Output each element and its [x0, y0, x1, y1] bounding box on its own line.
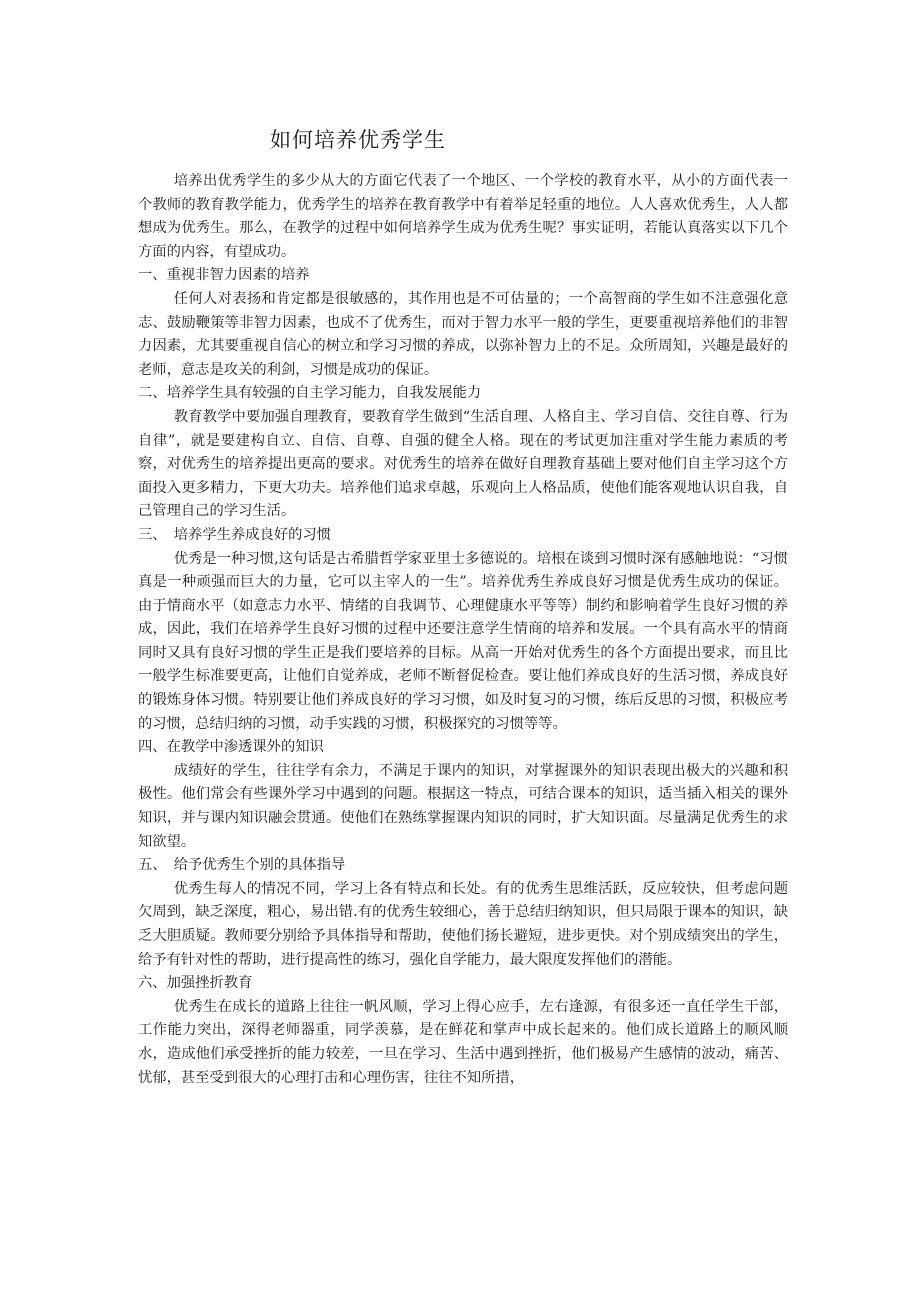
- section-heading-2: 二、培养学生具有较强的自主学习能力，自我发展能力: [138, 385, 482, 402]
- section-body-3: 优秀是一种习惯,这句话是古希腊哲学家亚里士多德说的。培根在谈到习惯时深有感触地说：“习惯真是一种顽强而巨大的力量，它可以主宰人的一生”。培养优秀生养成良好习惯是优秀生成功的保证。由于情商水平（如意志力水平、情绪的自我调节、心理健康水平等等）制约和影响着学生良好习惯的养成，因此，我们在培养学生良好习惯的过程中还要注意学生情商的培养和发展。一个具有高水平的情商同时又具有良好习惯的学生正是我们要培养的目标。从高一开始对优秀生的各个方面提出要求，而且比一般学生标准要更高，让他们自觉养成，老师不断督促检查。要让他们养成良好的生活习惯，养成良好的锻炼身体习惯。特别要让他们养成良好的学习习惯，如及时复习的习惯，练后反思的习惯，积极应考的习惯，总结归纳的习惯，动手实践的习惯，积极探究的习惯等等。: [138, 550, 788, 732]
- section-heading-3: 三、 培养学生养成良好的习惯: [138, 526, 332, 543]
- section-heading-5: 五、 给予优秀生个别的具体指导: [138, 857, 346, 874]
- section-body-4: 成绩好的学生，往往学有余力，不满足于课内的知识，对掌握课外的知识表现出极大的兴趣和积极性。他们常会有些课外学习中遇到的问题。根据这一特点，可结合课本的知识，适当插入相关的课外知识，并与课内知识融会贯通。使他们在熟练掌握课内知识的同时，扩大知识面。尽量满足优秀生的求知欲望。: [138, 762, 788, 850]
- document-body: [138, 170, 788, 1090]
- section-heading-1: 一、重视非智力因素的培养: [138, 267, 310, 284]
- section-heading-4: 四、在教学中渗透课外的知识: [138, 739, 324, 756]
- section-body-6: 优秀生在成长的道路上往往一帆风顺，学习上得心应手，左右逢源，有很多还一直任学生干部，工作能力突出，深得老师器重，同学羡慕，是在鲜花和掌声中成长起来的。他们成长道路上的顺风顺水，造成他们承受挫折的能力较差，一旦在学习、生活中遇到挫折，他们极易产生感情的波动，痛苦、忧郁，甚至受到很大的心理打击和心理伤害，往往不知所措，: [138, 998, 788, 1086]
- section-body-5: 优秀生每人的情况不同，学习上各有特点和长处。有的优秀生思维活跃，反应较快，但考虑问题欠周到，缺乏深度，粗心，易出错.有的优秀生较细心，善于总结归纳知识，但只局限于课本的知识，缺乏大胆质疑。教师要分别给予具体指导和帮助，使他们扬长避短，进步更快。对个别成绩突出的学生，给予有针对性的帮助，进行提高性的练习，强化自学能力，最大限度发挥他们的潜能。: [138, 880, 788, 968]
- intro-paragraph: 培养出优秀学生的多少从大的方面它代表了一个地区、一个学校的教育水平，从小的方面代表一个教师的教育教学能力，优秀学生的培养在教育教学中有着举足轻重的地位。人人喜欢优秀生，人人都想成为优秀生。那么，在教学的过程中如何培养学生成为优秀生呢？事实证明，若能认真落实以下几个方面的内容，有望成功。: [138, 173, 788, 260]
- section-body-1: 任何人对表扬和肯定都是很敏感的，其作用也是不可估量的；一个高智商的学生如不注意强化意志、鼓励鞭策等非智力因素，也成不了优秀生，而对于智力水平一般的学生，更要重视培养他们的非智力因素，尤其要重视自信心的树立和学习习惯的养成，以弥补智力上的不足。众所周知，兴趣是最好的老师，意志是攻关的利剑，习惯是成功的保证。: [138, 290, 788, 378]
- document-title: 如何培养优秀学生: [270, 128, 446, 152]
- section-body-2: 教育教学中要加强自理教育，要教育学生做到“生活自理、人格自主、学习自信、交往自尊、行为自律”，就是要建构自立、自信、自尊、自强的健全人格。现在的考试更加注重对学生能力素质的考察，对优秀生的培养提出更高的要求。对优秀生的培养在做好自理教育基础上要对他们自主学习这个方面投入更多精力，下更大功夫。培养他们追求卓越，乐观向上人格品质，使他们能客观地认识自我，自己管理自己的学习生活。: [138, 408, 788, 520]
- section-heading-6: 六、加强挫折教育: [138, 975, 253, 992]
